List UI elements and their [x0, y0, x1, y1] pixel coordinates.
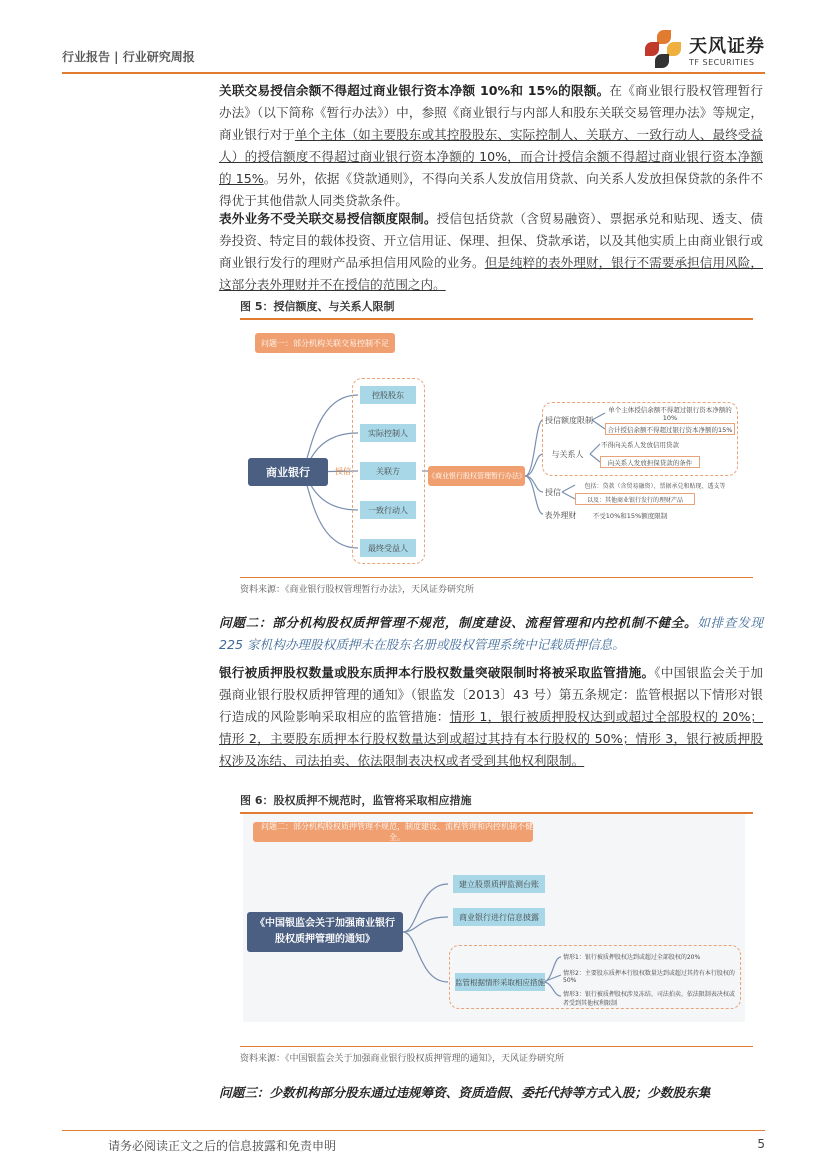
p5-italic: 问题三：少数机构部分股东通过违规筹资、资质造假、委托代持等方式入股；少数股东集: [219, 1085, 711, 1100]
fig6-issue-box: 问题二：部分机构股权质押管理不规范，制度建设、流程管理和内控机制不健全。: [253, 822, 533, 842]
fig5-limit-label: 授信额度限制: [545, 415, 593, 425]
p1-text1: 在《商业银行股权管理暂行办法》（以下简称《暂行办法》）中，参照《商业银行与内部人和股东关联交易管理办法》等规定，商业银行对于: [219, 83, 763, 142]
fig5-relation-group-label: 与关系人: [551, 449, 584, 459]
fig5-source-wrap: [240, 577, 753, 595]
fig5-relation-label: 授信: [335, 466, 351, 476]
fig5-issue-box: 问题一：部分机构关联交易控制不足: [255, 333, 395, 353]
fig5-bank-box: 商业银行: [248, 458, 328, 486]
logo-en: TF SECURITIES: [689, 57, 755, 67]
p1-text2: 。另外，依据《贷款通则》，不得向关系人发放信用贷款、向关系人发放担保贷款的条件不得优于其他借款人同类贷款条件。: [219, 171, 763, 208]
p3-italic-bold: 问题二：部分机构股权质押管理不规范，制度建设、流程管理和内控机制不健全。: [219, 615, 698, 630]
fig5-party-5: 最终受益人: [360, 539, 416, 557]
fig5-party-1: 控股股东: [360, 386, 416, 404]
fig6-source: 资料来源：《中国银监会关于加强商业银行股权质押管理的通知》，天风证券研究所: [240, 1046, 753, 1064]
fig6-case-3: 情形3：银行被质押股权涉及冻结、司法拍卖、依法限制表决权或者受到其他权利限制: [563, 991, 735, 1007]
report-header: 行业报告 | 行业研究周报: [62, 50, 195, 64]
footer-divider: [62, 1130, 765, 1131]
p2-underline: 但是纯粹的表外理财，银行不需要承担信用风险，这部分表外理财并不在授信的范围之内。: [219, 255, 764, 292]
p1-bold: 关联交易授信余额不得超过商业银行资本净额 10%和 15%的限额。: [219, 83, 610, 98]
paragraph-2: [219, 208, 763, 296]
logo-cn: 天风证券: [689, 35, 765, 57]
fig5-limit-item-2: 合计授信余额不得超过银行资本净额的15%: [605, 423, 735, 435]
paragraph-4: [219, 662, 763, 772]
p2-bold: 表外业务不受关联交易授信额度限制。: [219, 211, 437, 226]
logo-mark-icon: [645, 30, 683, 68]
fig5-relation-item-1: 不得向关系人发放信用贷款: [601, 440, 679, 449]
paragraph-5: [219, 1082, 763, 1104]
fig5-party-3: 关联方: [360, 462, 416, 480]
fig6-action-1: 建立股票质押监测台账: [453, 875, 545, 893]
footer-disclaimer: 请务必阅读正文之后的信息披露和免责申明: [108, 1139, 337, 1153]
fig6-law-box: 《中国银监会关于加强商业银行股权质押管理的通知》: [247, 912, 403, 952]
fig5-offbs-item: 不受10%和15%额度限制: [592, 511, 668, 520]
fig5-title: 图 5：授信额度、与关系人限制: [240, 298, 753, 320]
paragraph-3: [219, 612, 763, 656]
p4-bold: 银行被质押股权数量或股东质押本行股权数量突破限制时将被采取监管措施。: [219, 665, 655, 680]
fig5-credit-item-2: 以及：其他商业银行发行的理财产品: [575, 493, 695, 505]
p2-text1: 授信包括贷款（含贸易融资）、票据承兑和贴现、透支、债券投资、特定目的载体投资、开立信用证、保理、担保、贷款承诺，以及其他实质上由商业银行或商业银行发行的理财产品承担信用风险的业务。: [219, 211, 764, 270]
fig6-title: 图 6：股权质押不规范时，监管将采取相应措施: [240, 792, 753, 814]
figure-5: [240, 298, 753, 320]
fig5-law-box: 《商业银行股权管理暂行办法》: [428, 466, 525, 486]
fig5-offbs-label: 表外理财: [544, 510, 577, 520]
p1-underline: 单个主体（如主要股东或其控股股东、实际控制人、关联方、一致行动人、最终受益人）的授信额度不得超过商业银行资本净额的 10%，而合计授信余额不得超过商业银行资本净额的 15%: [219, 127, 764, 186]
fig6-diagram: [243, 814, 745, 1022]
fig6-action-2: 商业银行进行信息披露: [453, 908, 545, 926]
p4-text1: 《中国银监会关于加强商业银行股权质押管理的通知》（银监发〔2013〕43 号）第五条规定：监管根据以下情形对银行造成的风险影响采取相应的监管措施：: [219, 665, 764, 724]
fig5-limit-item-1: 单个主体授信余额不得超过银行资本净额的10%: [608, 405, 732, 422]
logo: [645, 30, 765, 68]
fig5-party-2: 实际控制人: [360, 424, 416, 442]
fig5-source: 资料来源：《商业银行股权管理暂行办法》，天风证券研究所: [240, 577, 753, 595]
p3-italic: 如排查发现 225 家机构办理股权质押未在股东名册或股权管理系统中记载质押信息。: [219, 615, 763, 652]
figure-6: [240, 792, 753, 814]
page-number: 5: [757, 1137, 765, 1151]
fig6-source-wrap: [240, 1046, 753, 1064]
fig5-party-4: 一致行动人: [360, 501, 416, 519]
paragraph-1: [219, 80, 763, 212]
fig5-relation-item-2: 向关系人发放担保贷款的条件: [600, 456, 700, 468]
fig6-case-2: 情形2：主要股东质押本行股权数量达到或超过其持有本行股权的50%: [563, 970, 735, 984]
fig6-case-1: 情形1：银行被质押股权达到或超过全部股权的20%: [563, 953, 701, 961]
header-divider: [62, 72, 765, 74]
fig6-action-3: 监管根据情形采取相应措施: [455, 973, 545, 991]
fig5-credit-label: 授信: [545, 487, 561, 497]
fig5-credit-item-1: 包括：贷款（含贸易融资）、票据承兑和贴现、透支等: [584, 482, 726, 490]
fig5-diagram: [240, 322, 753, 574]
p4-underline: 情形 1，银行被质押股权达到或超过全部股权的 20%；情形 2，主要股东质押本行股权数量达到或超过其持有本行股权的 50%；情形 3，银行被质押股权涉及冻结、司法拍卖、依法限制表决权或者受到其他权利限制。: [219, 709, 764, 768]
